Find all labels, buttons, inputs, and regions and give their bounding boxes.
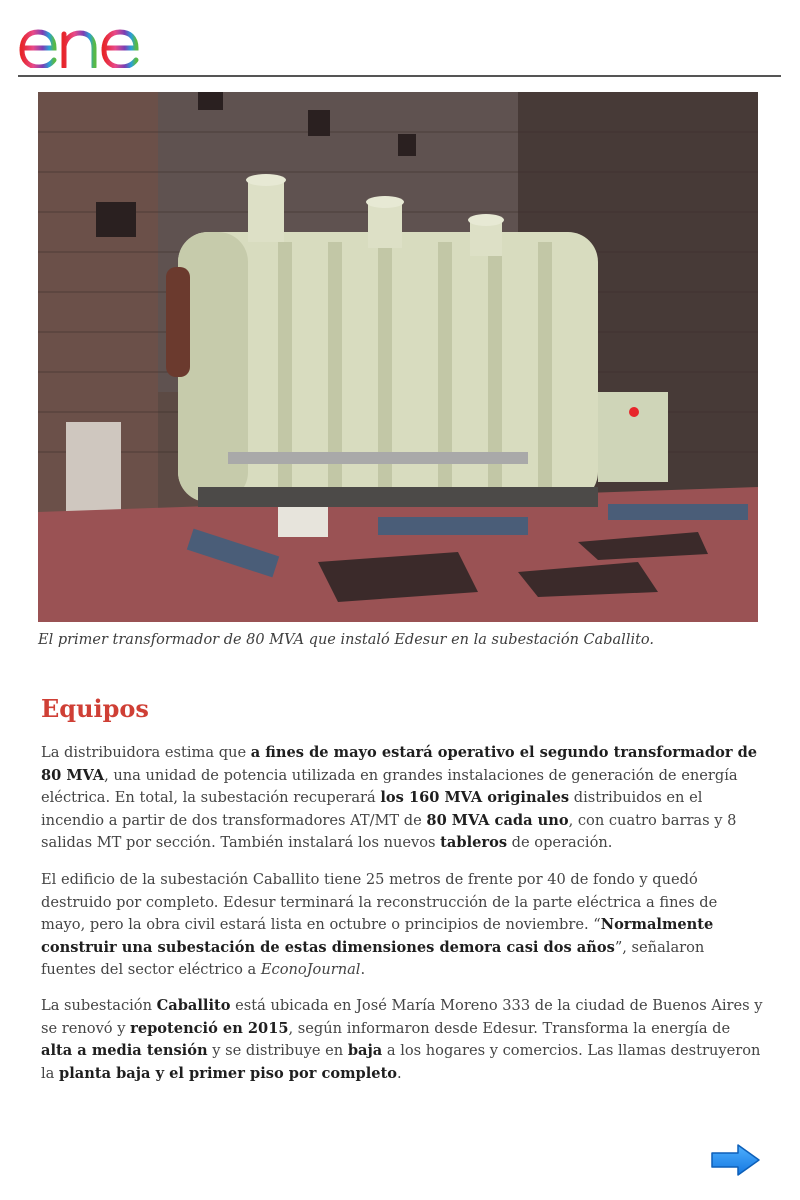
bold-segment: tableros	[440, 834, 508, 851]
transformer-photo	[38, 92, 758, 622]
next-page-button[interactable]	[708, 1142, 762, 1178]
transformer-image	[38, 92, 758, 622]
text-segment: está ubicada en José María Moreno 333 de la ciudad de Buenos Aires y se renovó y	[41, 997, 763, 1037]
page-header	[18, 0, 781, 77]
text-segment: , con cuatro barras y 8 salidas MT por sección. También instalará los nuevos	[41, 811, 737, 851]
photo-caption: El primer transformador de 80 MVA que instaló Edesur en la subestación Caballito.	[38, 632, 655, 648]
bold-segment: alta a media tensión	[41, 1042, 208, 1059]
text-segment: a los hogares y comercios. Las llamas destruyeron la	[41, 1042, 761, 1082]
bold-segment: repotenció en 2015	[130, 1019, 289, 1037]
text-segment: distribuidos en el incendio a partir de dos transformadores AT/MT de	[41, 789, 703, 829]
text-segment: ”, señalaron fuentes del sector eléctrico a	[41, 938, 705, 978]
bold-segment: a fines de mayo estará operativo el segundo transformador de 80 MVA	[41, 744, 758, 784]
enel-logo	[18, 8, 178, 68]
text-segment: La distribuidora estima que	[41, 744, 251, 761]
text-segment: , una unidad de potencia utilizada en grandes instalaciones de generación de energía eléctrica. En total, la subestación recuperará	[41, 766, 738, 806]
text-segment: y se distribuye en	[207, 1042, 348, 1059]
text-segment: .	[397, 1064, 402, 1082]
text-segment: , según informaron desde Edesur. Transforma la energía de	[288, 1019, 731, 1037]
text-segment: La subestación	[41, 997, 157, 1014]
paragraph-3	[41, 995, 763, 1085]
paragraph-2	[41, 869, 763, 982]
text-segment: El edificio de la subestación Caballito tiene 25 metros de frente por 40 de fondo y quedó destruido por completo. Edesur terminará la reconstrucción de la parte eléctrica a fines de mayo, pero la obra civil estará lista en octubre o principios de noviembre. “	[41, 871, 718, 933]
text-segment: .	[360, 961, 366, 978]
bold-segment: los 160 MVA originales	[380, 789, 570, 806]
bold-segment: planta baja y el primer piso por completo	[59, 1064, 398, 1082]
arrow-right-icon	[708, 1142, 762, 1178]
text-segment: de operación.	[507, 834, 613, 851]
bold-segment: baja	[347, 1042, 383, 1059]
section-title: Equipos	[41, 694, 149, 723]
paragraph-1	[41, 742, 763, 855]
bold-segment: Normalmente construir una subestación de estas dimensiones demora casi dos años	[41, 916, 714, 956]
bold-segment: 80 MVA cada uno	[426, 811, 569, 829]
italic-segment: EconoJournal	[260, 961, 361, 978]
bold-segment: Caballito	[156, 997, 231, 1014]
